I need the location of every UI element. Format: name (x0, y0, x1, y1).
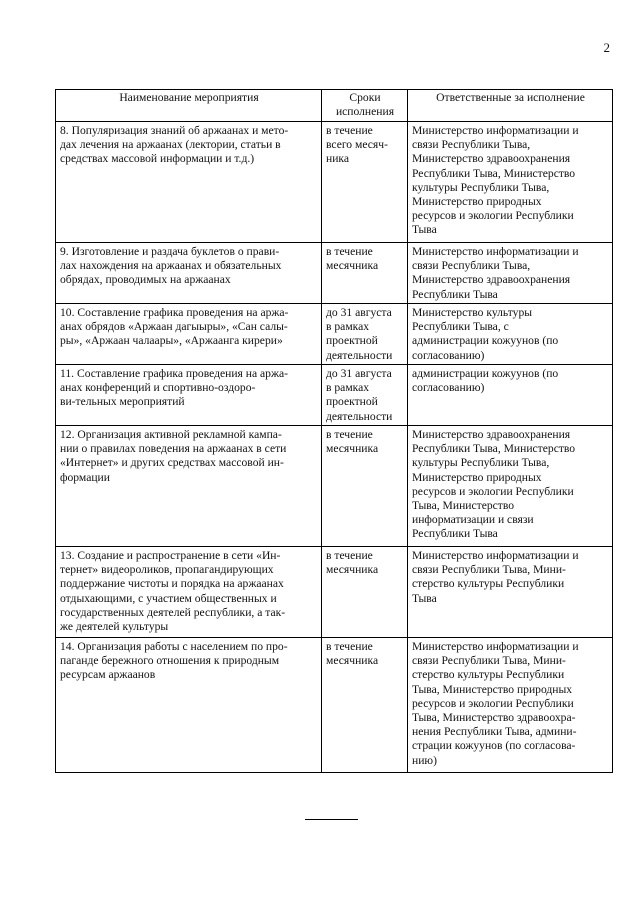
responsible-cell: Министерство информатизации и связи Республики Тыва, Мини- стерство культуры Республики Тыва (408, 547, 613, 638)
event-cell: 13. Создание и распространение в сети «Ин- тернет» видеороликов, пропагандирующих поддержание чистоты и порядка на аржаанах отдыхающими, с участием общественных и государственных деятелей республики, а так- же деятелей культуры (56, 547, 322, 638)
event-cell: 14. Организация работы с населением по про- паганде бережного отношения к природным ресурсам аржаанов (56, 638, 322, 773)
responsible-cell: Министерство информатизации и связи Республики Тыва, Министерство здравоохранения Республики Тыва (408, 243, 613, 304)
page-number: 2 (603, 40, 610, 55)
responsible-cell: Министерство культуры Республики Тыва, с администрации кожуунов (по согласованию) (408, 304, 613, 365)
table-row (56, 304, 613, 365)
table-row (56, 365, 613, 426)
table-row (56, 426, 613, 547)
event-cell: 8. Популяризация знаний об аржаанах и мето- дах лечения на аржаанах (лектории, статьи в средствах массовой информации и т.д.) (56, 122, 322, 243)
event-cell: 10. Составление графика проведения на аржа- анах обрядов «Аржаан дагыыры», «Сан салы- ры», «Аржаан чалаары», «Аржаанга кирери» (56, 304, 322, 365)
deadline-cell: в течение месячника (322, 426, 408, 547)
deadline-cell: в течение всего месяч- ника (322, 122, 408, 243)
responsible-cell: Министерство информатизации и связи Республики Тыва, Мини- стерство культуры Республики Тыва, Министерство природных ресурсов и экологии Республики Тыва, Министерство здравоохра- нения Республики Тыва, админи- страции кожуунов (по согласова- нию) (408, 638, 613, 773)
events-table (55, 89, 613, 773)
table-row (56, 638, 613, 773)
responsible-cell: администрации кожуунов (по согласованию) (408, 365, 613, 426)
event-cell: 9. Изготовление и раздача буклетов о прави- лах нахождения на аржаанах и обязательных обрядах, проводимых на аржаанах (56, 243, 322, 304)
table-row (56, 122, 613, 243)
event-cell: 11. Составление графика проведения на аржа- анах конференций и спортивно-оздоро- ви-тельных мероприятий (56, 365, 322, 426)
footer-divider (305, 819, 358, 820)
header-responsible: Ответственные за исполнение (408, 90, 613, 122)
table-row (56, 547, 613, 638)
deadline-cell: до 31 августа в рамках проектной деятельности (322, 365, 408, 426)
header-deadline: Сроки исполнения (322, 90, 408, 122)
deadline-cell: до 31 августа в рамках проектной деятельности (322, 304, 408, 365)
deadline-cell: в течение месячника (322, 243, 408, 304)
responsible-cell: Министерство информатизации и связи Республики Тыва, Министерство здравоохранения Республики Тыва, Министерство культуры Республики Тыва, Министерство природных ресурсов и экологии Республики Тыва (408, 122, 613, 243)
event-cell: 12. Организация активной рекламной кампа- нии о правилах поведения на аржаанах в сети «Интернет» и других средствах массовой ин- формации (56, 426, 322, 547)
table-header-row (56, 90, 613, 122)
deadline-cell: в течение месячника (322, 638, 408, 773)
responsible-cell: Министерство здравоохранения Республики Тыва, Министерство культуры Республики Тыва, Министерство природных ресурсов и экологии Республики Тыва, Министерство информатизации и связи Республики Тыва (408, 426, 613, 547)
header-event: Наименование мероприятия (56, 90, 322, 122)
table-row (56, 243, 613, 304)
deadline-cell: в течение месячника (322, 547, 408, 638)
